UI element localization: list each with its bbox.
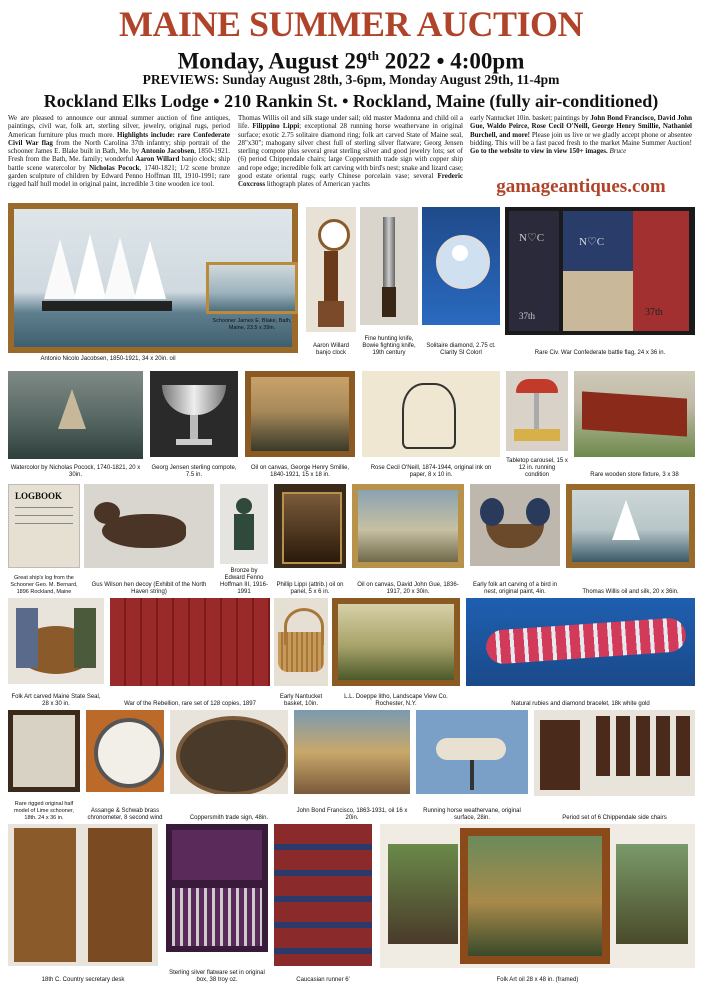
- willis-frame: [566, 484, 695, 568]
- caption: Early folk art carving of a bird in nest, original paint, 4in.: [472, 582, 558, 595]
- intro-highlight: Go to the website to view in view 150+ images.: [470, 147, 608, 156]
- caption: Natural rubies and diamond bracelet, 18k white gold: [511, 701, 650, 707]
- caption: Sterling silver flatware set in original box, 38 troy oz.: [169, 970, 265, 983]
- caption: War of the Rebellion, rare set of 128 copies, 1897: [124, 701, 256, 707]
- caption: Running horse weathervane, original surface, 28in.: [423, 808, 521, 821]
- intro-text: Please join us live or we gladly accept phone or absentee bidding. This will be a fast paced fresh to the market Maine Summer Auction!: [470, 130, 692, 147]
- lot-store-fixture: [574, 371, 695, 479]
- page-title: MAINE SUMMER AUCTION: [118, 4, 583, 44]
- intro-text: from the North Carolina 37th infantry; ship portrait of the schooner James E. Blake built in Bath, Me. by: [8, 138, 231, 156]
- oneill-image: [362, 371, 500, 457]
- flag-frame: [505, 207, 695, 335]
- lot-francisco-oil: [294, 710, 410, 822]
- chairs-image: [534, 710, 695, 796]
- caption: Tabletop carousel, 15 x 12 in. running condition: [506, 458, 568, 478]
- decoy-image: [84, 484, 214, 568]
- caption: Fine hunting knife, Bowie fighting knife, 19th century: [362, 336, 416, 356]
- lot-hoffman-bronze: [220, 484, 268, 596]
- litho-image: [338, 604, 454, 680]
- schooner-image: [209, 265, 295, 311]
- caption: Watercolor by Nicholas Pocock, 1740-1821, 20 x 30in.: [10, 465, 141, 478]
- caption: Rose Cecil O'Neill, 1874-1944, original ink on paper, 8 x 10 in.: [370, 465, 492, 478]
- gue-image: [358, 490, 458, 562]
- caption: Aaron Willard banjo clock: [312, 343, 349, 356]
- lot-bowie-knife: [360, 207, 418, 357]
- bracelet-image: [466, 598, 695, 686]
- lot-lippi-oil: [274, 484, 346, 596]
- lot-coppersmith-sign: [170, 710, 288, 822]
- caption: L.L. Doeppe litho, Landscape View Co. Rochester, N.Y.: [344, 694, 448, 707]
- intro-highlight: Aaron Willard: [135, 155, 180, 164]
- caption: Rare Civ. War Confederate battle flag, 24 x 36 in.: [534, 350, 666, 356]
- intro-text: , 1740-1821; 1/2 scene bronze garden sculpture of children by Edward Penno Hoffman III, 1910-1991; rare rigged half hull model in original paint, incredible 3 tine wooden ice tool.: [8, 163, 230, 189]
- lot-chronometer: [86, 710, 164, 822]
- caption: Bronze by Edward Fenno Hoffman III, 1916-1991: [220, 568, 268, 595]
- caption: Coppersmith trade sign, 48in.: [189, 815, 269, 821]
- caption: Oil on canvas, David John Gue, 1836-1917, 20 x 30in.: [357, 582, 459, 595]
- lot-nantucket-basket: [274, 598, 328, 708]
- lot-ships-log: [8, 484, 80, 596]
- lot-confederate-flag: [505, 207, 695, 357]
- lot-willis-ship: [566, 484, 695, 596]
- bronze-image: [220, 484, 268, 564]
- intro-text: banjo clock; ship battle scene watercolor by: [8, 155, 230, 172]
- intro-text: Thomas Willis oil and silk stage under sail; old master Madonna and child oil a life.: [238, 114, 463, 131]
- lot-oneill-drawing: [362, 371, 500, 479]
- caption: Gus Wilson hen decoy (Exhibit of the North Haven string): [91, 582, 207, 595]
- intro-highlight: John Bond Francisco, David John Gue, Waldo Peirce, Rose Cecil O'Neill, George Henry Smillie, Nathaniel Burchell, and more!: [470, 114, 692, 139]
- date-prefix: Monday, August 29: [177, 48, 368, 74]
- smillie-image: [251, 377, 349, 451]
- flag-nc-label-left: N♡C: [519, 232, 545, 244]
- flatware-image: [166, 824, 268, 952]
- intro-highlight: Frederic Coxcross: [238, 172, 463, 189]
- seal-image: [8, 598, 104, 684]
- secretary-image: [8, 824, 158, 966]
- intro-signature: Bruce: [607, 147, 627, 156]
- lot-folk-art-oil: [380, 824, 695, 984]
- lot-doeppe-litho: [332, 598, 460, 708]
- lippi-frame: [274, 484, 346, 568]
- intro-text: early Nantucket 10in. basket; paintings by: [470, 114, 591, 122]
- date-superscript: th: [367, 48, 379, 63]
- smillie-frame: [245, 371, 355, 457]
- caption: Caucasian runner 6': [296, 977, 350, 983]
- website-link[interactable]: gamageantiques.com: [496, 176, 666, 197]
- lot-willard-clock: [306, 207, 356, 357]
- lot-wilson-decoy: [84, 484, 214, 596]
- caption: Schooner James E. Blake, Bath, Maine, 23.5 x 39in.: [212, 318, 292, 331]
- logbook-title: LOGBOOK: [15, 491, 63, 501]
- lot-secretary-desk: [8, 824, 158, 984]
- intro-highlight: Nicholas Pocock: [89, 163, 140, 172]
- venue-line: Rockland Elks Lodge • 210 Rankin St. • Rockland, Maine (fully air-conditioned): [43, 91, 659, 111]
- lippi-image: [282, 492, 342, 564]
- lot-sterling-flatware: [166, 824, 268, 984]
- caption: Antonio Nicolo Jacobsen, 1850-1921, 34 x 20in. oil: [40, 356, 176, 362]
- caption: Georg Jensen sterling compote, 7.5 in.: [151, 465, 237, 478]
- auction-date: [0, 42, 702, 76]
- intro-text: We are pleased to announce our annual summer auction of fine antiques, paintings, civil war, folk art, sterling silver, jewelry, original rugs, period American furniture plus much more.: [8, 114, 230, 139]
- pocock-image: [8, 371, 143, 459]
- caption: Assange & Schwab brass chronometer, 8 second wind: [87, 808, 163, 821]
- lot-gue-oil: [352, 484, 464, 596]
- lot-ruby-bracelet: [466, 598, 695, 708]
- bird-nest-image: [470, 484, 560, 566]
- lot-schooner-blake: [206, 262, 298, 332]
- caption: Phillip Lippi (attrib.) oil on panel, 5 x 6 in.: [276, 582, 344, 595]
- lot-horse-weathervane: [416, 710, 528, 822]
- weathervane-image: [416, 710, 528, 794]
- lot-smillie-oil: [245, 371, 355, 479]
- lot-bird-nest-carving: [470, 484, 560, 596]
- lot-carousel: [506, 371, 568, 479]
- lot-diamond-ring: [422, 207, 500, 357]
- intro-column-2: [238, 114, 463, 189]
- lot-war-rebellion-books: [110, 598, 270, 708]
- willis-image: [572, 490, 689, 562]
- logbook-image: [8, 484, 80, 568]
- banjo-clock-image: [306, 207, 356, 332]
- intro-column-3: [470, 114, 692, 155]
- caption: Period set of 6 Chippendale side chairs: [562, 815, 667, 821]
- half-model-frame: [8, 710, 80, 792]
- caption: Folk Art oil 28 x 48 in. (framed): [496, 977, 579, 983]
- flag-regiment-label-left: 37th: [519, 311, 536, 321]
- books-image: [110, 598, 270, 686]
- caption: Early Nantucket basket, 10in.: [279, 694, 323, 707]
- ring-image: [422, 207, 500, 325]
- lot-pocock-watercolor: [8, 371, 143, 479]
- knife-image: [360, 207, 418, 325]
- flag-nc-label: N♡C: [579, 236, 605, 248]
- caption: Oil on canvas, George Henry Smillie, 1840-1921, 15 x 18 in.: [250, 465, 350, 478]
- caption: Solitaire diamond, 2.75 ct. Clarity SI Colorl: [426, 343, 496, 356]
- intro-highlight: Antonio Jacobsen: [141, 147, 195, 156]
- runner-image: [274, 824, 372, 966]
- gue-frame: [352, 484, 464, 568]
- chronometer-image: [86, 710, 164, 792]
- litho-frame: [332, 598, 460, 686]
- caption: Rare wooden store fixture, 3 x 38: [590, 472, 679, 478]
- intro-text: ; exceptional 28 running horse weathervane in original surface; exotic 2.75 solitaire diamond ring; folk art carved State of Maine seal, 28"x30"; mahogany silver chest full of sterling silver flatware; Georg Jensen sterling compote plus several great sterling silver and good jewelry lots; set of (6) period Chippendale chairs; large Coppersmith trade sign with copper ship and rope edge; incredible folk art carving with bird's nest; snake and lizard case; good estate oriental rugs; early Chinese porcelain vase; several: [238, 122, 463, 181]
- lot-chippendale-chairs: [534, 710, 695, 822]
- francisco-image: [294, 710, 410, 794]
- previews-line: PREVIEWS: Sunday August 28th, 3-6pm, Monday August 29th, 11-4pm: [142, 72, 560, 87]
- schooner-frame: [206, 262, 298, 314]
- caption: Thomas Willis oil and silk, 20 x 36in.: [582, 589, 679, 595]
- lot-maine-seal: [8, 598, 104, 708]
- basket-image: [274, 598, 328, 686]
- coppersmith-image: [170, 710, 288, 794]
- caption: Great ship's log from the Schooner Geo. M. Bernard, 1896 Rockland, Maine: [10, 575, 78, 595]
- date-suffix: 2022 • 4:00pm: [378, 48, 525, 74]
- caption: 18th C. Country secretary desk: [41, 977, 125, 983]
- intro-column-1: [8, 114, 230, 189]
- caption: Folk Art carved Maine State Seal, 28 x 30 in.: [11, 694, 101, 707]
- lot-jensen-compote: [150, 371, 238, 479]
- flag-regiment-label: 37th: [645, 307, 663, 318]
- intro-text: lithograph plates of American yachts: [265, 180, 370, 189]
- intro-text: , 1850-1921. Fresh from the Bath, Me. family; wonderful: [8, 147, 230, 164]
- intro-highlight: Filippino Lippi: [252, 122, 300, 131]
- intro-highlight: Highlights include: rare Confederate Civil War flag: [8, 130, 230, 147]
- carousel-image: [506, 371, 568, 451]
- caption: Rare rigged original half model of Lime schooner, 18th. 24 x 36 in.: [14, 801, 74, 821]
- lot-caucasian-runner: [274, 824, 372, 984]
- fixture-image: [574, 371, 695, 457]
- caption: John Bond Francisco, 1863-1931, oil 16 x 20in.: [296, 808, 408, 821]
- compote-image: [150, 371, 238, 457]
- folk-art-scene: [380, 824, 695, 968]
- lot-half-model: [8, 710, 80, 822]
- half-model-image: [13, 715, 75, 787]
